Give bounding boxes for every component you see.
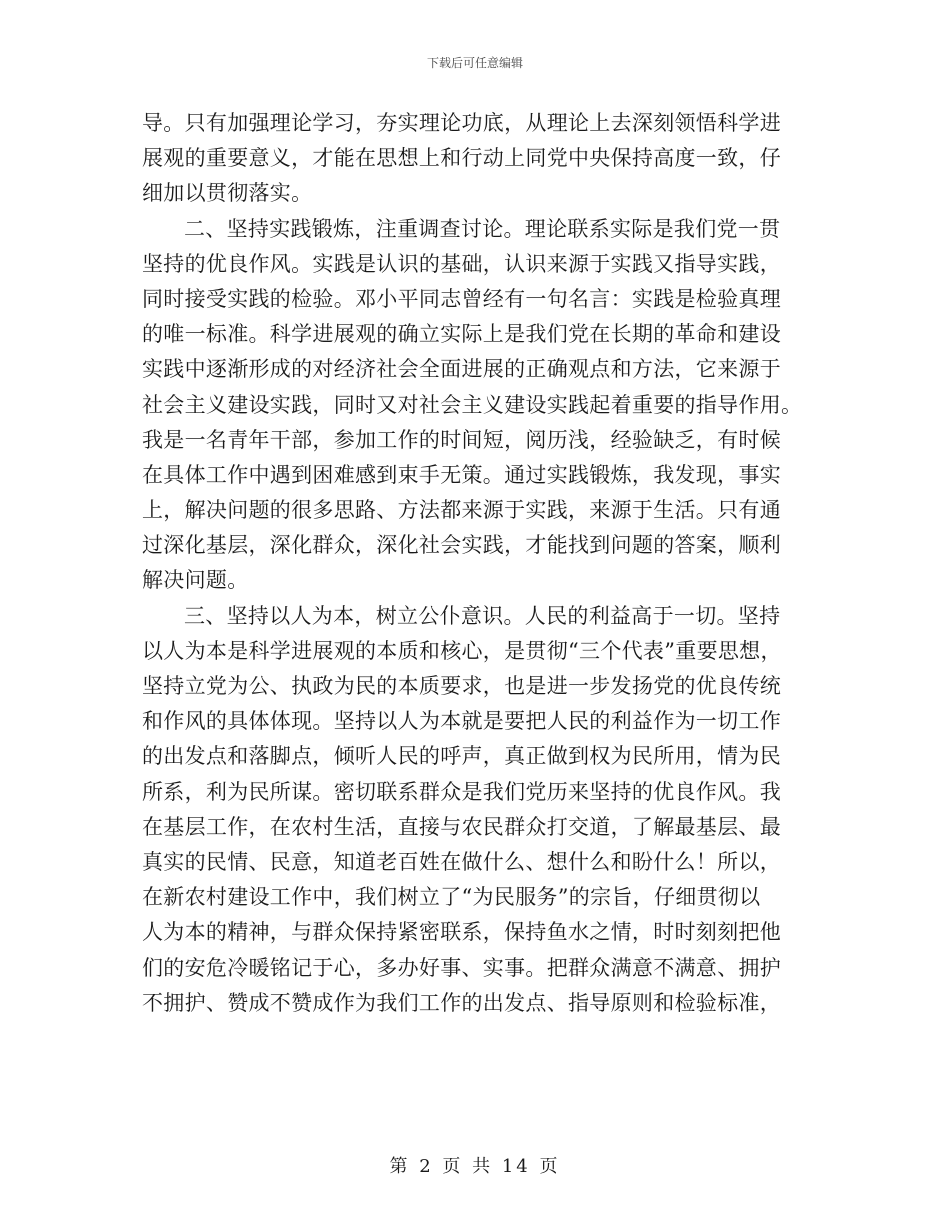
text-line: 的唯一标准。科学进展观的确立实际上是我们党在长期的革命和建设 xyxy=(142,322,781,347)
text-line: 实践中逐渐形成的对经济社会全面进展的正确观点和方法，它来源于 xyxy=(142,357,781,382)
text-line: 不拥护、赞成不赞成作为我们工作的出发点、指导原则和检验标准， xyxy=(142,990,781,1015)
page-number-footer: 第 2 页 共 14 页 xyxy=(389,1156,561,1177)
text-line: 人为本的精神，与群众保持紧密联系，保持鱼水之情，时时刻刻把他 xyxy=(142,920,781,945)
section-heading-line: 二、坚持实践锻炼，注重调查讨论。理论联系实际是我们党一贯 xyxy=(184,216,781,241)
text-line: 展观的重要意义，才能在思想上和行动上同党中央保持高度一致，仔 xyxy=(142,146,781,171)
text-line: 的出发点和落脚点，倾听人民的呼声，真正做到权为民所用，情为民 xyxy=(142,744,781,769)
text-line: 我是一名青年干部，参加工作的时间短，阅历浅，经验缺乏，有时候 xyxy=(142,427,781,452)
text-line: 解决问题。 xyxy=(142,568,249,593)
text-line: 社会主义建设实践，同时又对社会主义建设实践起着重要的指导作用。 xyxy=(142,392,803,417)
text-line: 在具体工作中遇到困难感到束手无策。通过实践锻炼，我发现，事实 xyxy=(142,462,781,487)
text-line: 同时接受实践的检验。邓小平同志曾经有一句名言：实践是检验真理 xyxy=(142,286,781,311)
text-line: 坚持立党为公、执政为民的本质要求，也是进一步发扬党的优良传统 xyxy=(142,674,781,698)
section-heading-line: 三、坚持以人为本，树立公仆意识。人民的利益高于一切。坚持 xyxy=(184,603,781,628)
text-line: 过深化基层，深化群众，深化社会实践，才能找到问题的答案，顺利 xyxy=(142,533,781,558)
text-line: 在基层工作，在农村生活，直接与农民群众打交道，了解最基层、最 xyxy=(142,814,781,839)
text-line: 们的安危冷暖铭记于心，多办好事、实事。把群众满意不满意、拥护 xyxy=(142,955,781,980)
text-line: 坚持的优良作风。实践是认识的基础，认识来源于实践又指导实践， xyxy=(142,251,781,276)
text-line: 所系，利为民所谋。密切联系群众是我们党历来坚持的优良作风。我 xyxy=(142,779,781,804)
text-line: 和作风的具体体现。坚持以人为本就是要把人民的利益作为一切工作 xyxy=(142,709,781,734)
text-line: 上，解决问题的很多思路、方法都来源于实践，来源于生活。只有通 xyxy=(142,498,781,523)
text-line: 以人为本是科学进展观的本质和核心，是贯彻“三个代表”重要思想， xyxy=(142,638,782,663)
document-body xyxy=(142,106,812,1021)
text-line: 细加以贯彻落实。 xyxy=(142,181,313,206)
text-line: 在新农村建设工作中，我们树立了“为民服务”的宗旨，仔细贯彻以 xyxy=(142,885,761,910)
text-line: 真实的民情、民意，知道老百姓在做什么、想什么和盼什么！所以， xyxy=(142,849,781,874)
text-line: 导。只有加强理论学习，夯实理论功底，从理论上去深刻领悟科学进 xyxy=(142,111,781,135)
page-header: 下载后可任意编辑 xyxy=(426,56,523,70)
